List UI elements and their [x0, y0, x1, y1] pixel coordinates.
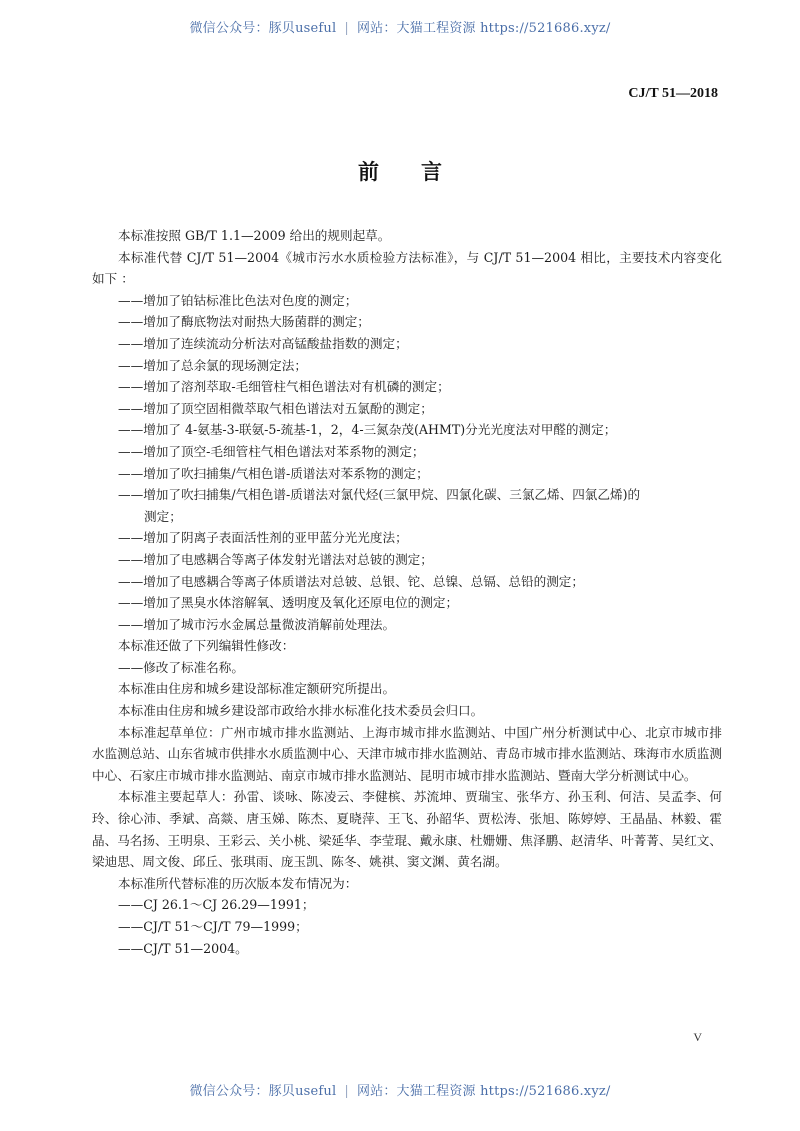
list-item: ——CJ/T 51～CJ/T 79—1999； — [118, 919, 308, 934]
list-item: ——CJ/T 51—2004。 — [118, 940, 248, 956]
list-item — [92, 484, 722, 527]
list-item: ——增加了总余氯的现场测定法； — [118, 357, 307, 373]
list-item: ——增加了阴离子表面活性剂的亚甲蓝分光光度法； — [118, 530, 408, 546]
watermark-top — [0, 17, 800, 36]
paragraph-proposed-by: 本标准由住房和城乡建设部标准定额研究所提出。 — [118, 681, 396, 697]
paragraph-replaces: 本标准代替 CJ/T 51—2004《城市污水水质检验方法标准》，与 CJ/T 51—2004 相比，主要技术内容变化如下 ： — [92, 249, 722, 287]
paragraph-editorial-changes: 本标准还做了下列编辑性修改： — [118, 638, 295, 654]
paragraph-under-jurisdiction: 本标准由住房和城乡建设部市政给水排水标准化技术委员会归口。 — [118, 703, 484, 719]
list-item: ——增加了顶空固相微萃取气相色谱法对五氯酚的测定； — [118, 400, 433, 416]
page-number: V — [693, 1030, 702, 1044]
list-item: ——增加了 4-氨基-3-联氨-5-巯基-1，2，4-三氮杂茂(AHMT)分光光度法对甲醛的测定； — [118, 422, 617, 438]
list-item: ——修改了标准名称。 — [118, 659, 244, 675]
watermark-separator: | — [344, 21, 349, 36]
watermark-bottom — [0, 1080, 800, 1099]
list-item: ——增加了连续流动分析法对高锰酸盐指数的测定； — [118, 335, 408, 351]
list-item: ——增加了酶底物法对耐热大肠菌群的测定； — [118, 314, 370, 330]
watermark-separator: | — [344, 1084, 349, 1099]
page-title: 前言 — [358, 160, 484, 184]
watermark-wechat-text: 微信公众号：豚贝useful — [189, 1084, 337, 1099]
list-item: ——增加了吹扫捕集/气相色谱-质谱法对苯系物的测定； — [118, 465, 429, 481]
standard-code: CJ/T 51—2018 — [628, 86, 718, 101]
watermark-wechat-text: 微信公众号：豚贝useful — [189, 21, 337, 36]
watermark-website-text: 网站：大猫工程资源 https://521686.xyz/ — [356, 21, 611, 36]
list-item: ——增加了城市污水金属总量微波消解前处理法。 — [118, 616, 396, 632]
list-item: ——增加了顶空-毛细管柱气相色谱法对苯系物的测定； — [118, 443, 425, 459]
history-list — [92, 894, 722, 959]
list-item: ——增加了电感耦合等离子体质谱法对总铍、总银、铊、总镍、总镉、总铅的测定； — [118, 573, 584, 589]
list-item: ——CJ 26.1～CJ 26.29—1991； — [118, 897, 315, 913]
list-item: ——增加了电感耦合等离子体发射光谱法对总铍的测定； — [118, 551, 433, 567]
watermark-website-text: 网站：大猫工程资源 https://521686.xyz/ — [356, 1084, 611, 1099]
paragraph-drafters: 本标准主要起草人：孙雷、谈咏、陈凌云、李健槟、苏流坤、贾瑞宝、张华方、孙玉利、何洁、吴孟李、何玲、徐心沛、季斌、高燚、唐玉娣、陈杰、夏晓萍、王飞、孙韶华、贾松涛、张旭、陈婷婷、王晶晶、林毅、霍晶、马名扬、王明泉、王彩云、关小桃、梁延华、李莹琨、戴永康、杜姗姗、焦泽鹏、赵清华、叶菁菁、吴红文、梁迪思、周文俊、邱丘、张琪雨、庞玉凯、陈冬、姚祺、窦文渊、黄名湖。 — [92, 789, 722, 870]
list-item-continuation: 测定； — [144, 508, 182, 524]
list-item-text: ——增加了吹扫捕集/气相色谱-质谱法对氯代烃(三氯甲烷、四氯化碳、三氯乙烯、四氯乙烯)的 — [118, 487, 641, 503]
list-item: ——增加了溶剂萃取-毛细管柱气相色谱法对有机磷的测定； — [118, 379, 450, 395]
list-item: ——增加了黑臭水体溶解氧、透明度及氧化还原电位的测定； — [118, 595, 459, 611]
list-item: ——增加了铂钴标准比色法对色度的测定； — [118, 292, 358, 308]
paragraph-drafting-units: 本标准起草单位：广州市城市排水监测站、上海市城市排水监测站、中国广州分析测试中心、北京市城市排水监测总站、山东省城市供排水水质监测中心、天津市城市排水监测站、青岛市城市排水监测站、珠海市水质监测中心、石家庄市城市排水监测站、南京市城市排水监测站、昆明市城市排水监测站、暨南大学分析测试中心。 — [92, 724, 722, 783]
paragraph-drafting-rules: 本标准按照 GB/T 1.1—2009 给出的规则起草。 — [118, 228, 391, 243]
document-body — [92, 225, 722, 959]
changes-list — [92, 290, 722, 636]
paragraph-history: 本标准所代替标准的历次版本发布情况为： — [118, 875, 358, 891]
